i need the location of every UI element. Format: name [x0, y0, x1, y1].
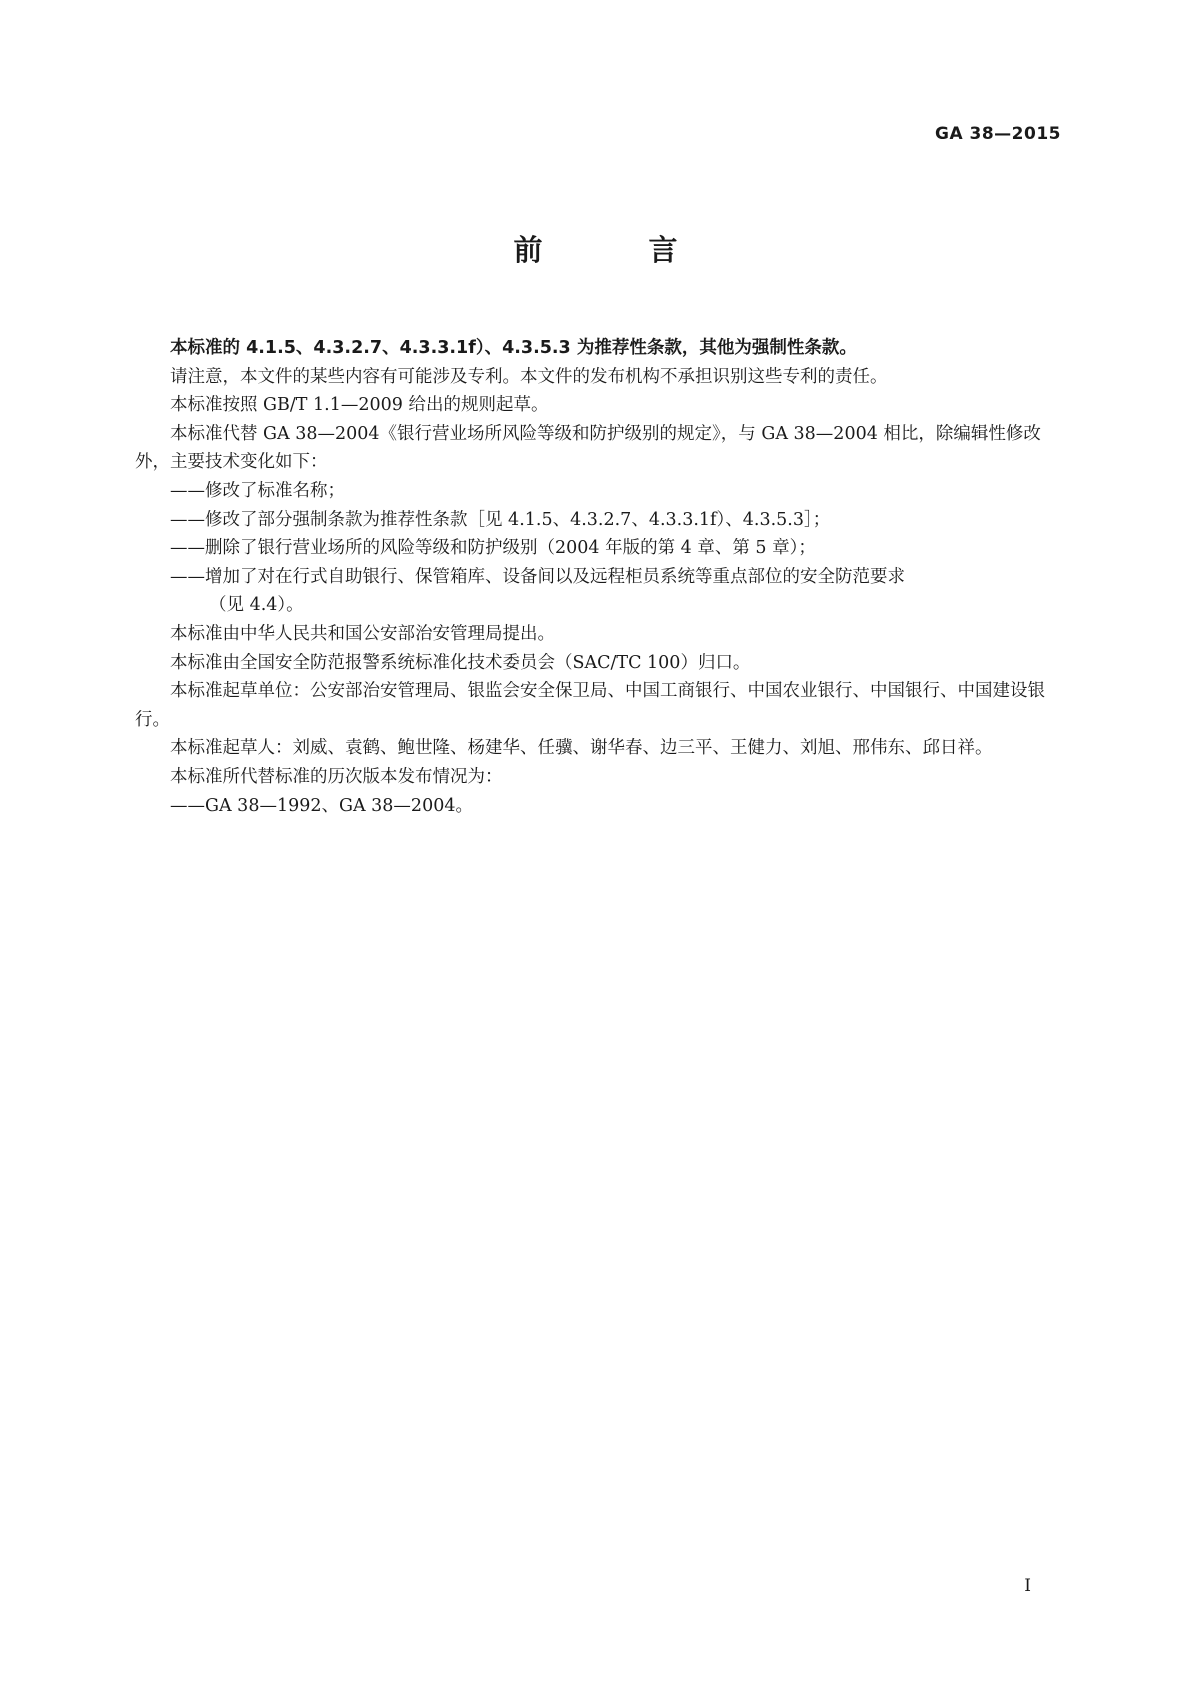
change-item: ——删除了银行营业场所的风险等级和防护级别（2004 年版的第 4 章、第 5 章）；	[170, 538, 816, 559]
change-item	[170, 563, 1065, 620]
paragraph-recommended-clauses: 本标准的 4.1.5、4.3.2.7、4.3.3.1f）、4.3.5.3 为推荐性条款，其他为强制性条款。	[170, 338, 857, 358]
page-title: 前 言	[513, 233, 726, 267]
change-item-text: ——增加了对在行式自助银行、保管箱库、设备间以及远程柜员系统等重点部位的安全防范要求	[170, 566, 905, 587]
change-item: ——修改了标准名称；	[170, 480, 345, 501]
paragraph-committee: 本标准由全国安全防范报警系统标准化技术委员会（SAC/TC 100）归口。	[170, 652, 751, 673]
paragraph-drafters: 本标准起草人：刘威、袁鹤、鲍世隆、杨建华、任骥、谢华春、边三平、王健力、刘旭、邢伟东、邱日祥。	[170, 738, 993, 759]
change-item: ——修改了部分强制条款为推荐性条款［见 4.1.5、4.3.2.7、4.3.3.1f）、4.3.5.3］；	[170, 509, 831, 530]
history-item: ——GA 38—1992、GA 38—2004。	[170, 795, 473, 816]
paragraph-patent-notice: 请注意，本文件的某些内容有可能涉及专利。本文件的发布机构不承担识别这些专利的责任。	[170, 366, 888, 387]
paragraph-drafting-units: 本标准起草单位：公安部治安管理局、银监会安全保卫局、中国工商银行、中国农业银行、中国银行、中国建设银行。	[135, 681, 1045, 730]
standard-code: GA 38—2015	[934, 124, 1061, 144]
change-item-continuation: （见 4.4）。	[209, 595, 304, 616]
document-body	[135, 334, 1065, 820]
paragraph-history-intro: 本标准所代替标准的历次版本发布情况为：	[170, 766, 503, 787]
paragraph-replacement: 本标准代替 GA 38—2004《银行营业场所风险等级和防护级别的规定》，与 GA 38—2004 相比，除编辑性修改外，主要技术变化如下：	[135, 423, 1041, 473]
paragraph-drafting-rules: 本标准按照 GB/T 1.1—2009 给出的规则起草。	[170, 395, 549, 416]
paragraph-proposer: 本标准由中华人民共和国公安部治安管理局提出。	[170, 623, 555, 644]
page-number: I	[1024, 1576, 1031, 1596]
